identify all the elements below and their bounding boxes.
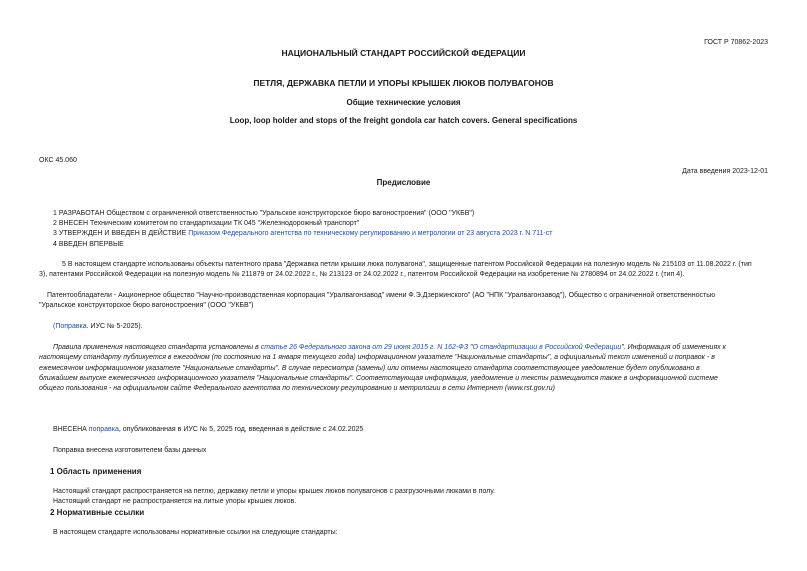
amendment-reference-text: . ИУС № 5-2025). [86, 323, 143, 330]
amendment-notice [53, 425, 363, 435]
amendment-note: Поправка внесена изготовителем базы данных [53, 447, 207, 454]
foreword-item-5-line-1: 5 В настоящем стандарте использованы объекты патентного права "Державка петли крышки люка полувагона", защищенные патентом Российской Федерации на полезную модель № 215103 от 11.08.2022 г. (тип [62, 261, 752, 268]
rules-line-1-text-b: " [468, 344, 473, 351]
rules-line-1-text-a: Правила применения настоящего стандарта установлены в [53, 344, 261, 351]
section-1-heading: 1 Область применения [50, 467, 142, 476]
amendment-link[interactable]: (Поправка [53, 323, 87, 330]
foreword-item-5-line-2: 3), патентами Российской Федерации на полезную модель № 211879 от 24.02.2022 г., № 213123 от 24.02.2022 г., патентом Российской Федерации на изобретение № 2780894 от 24.02.2022 г. (тип 4). [39, 271, 685, 278]
amendment-notice-link[interactable]: поправка [88, 426, 119, 433]
rules-line-4: ближайшем выпуске ежемесячного информационного указателя "Национальные стандарты". Соответствующая информация, уведомление и тексты размещаются также в информационной системе [39, 375, 718, 382]
rules-line-1-text-c: ". Информация об изменениях к [621, 344, 726, 351]
english-title: Loop, loop holder and stops of the freight gondola car hatch covers. General specifications [229, 116, 578, 125]
foreword-item-3 [53, 229, 552, 239]
section-2-heading: 2 Нормативные ссылки [50, 508, 145, 517]
patent-holders-line-1: Патентообладатели - Акционерное общество "Научно-производственная корпорация "Уралвагонзавод" имени Ф.Э.Дзержинского" (АО "НПК "Уралвагонзавод"), Общество с ограниченной ответственностью [47, 292, 716, 299]
section-1-line-1: Настоящий стандарт распространяется на петлю, державку петли и упоры крышек люков полувагонов с разгрузочными люками в полу. [53, 488, 495, 495]
document-subtitle: Общие технические условия [346, 98, 461, 107]
introduction-date: Дата введения 2023-12-01 [682, 168, 768, 175]
amendment-reference [53, 322, 143, 332]
foreword-heading: Предисловие [376, 178, 431, 187]
standardization-law-link[interactable]: О стандартизации в Российской Федерации [472, 344, 622, 351]
section-2-line-1: В настоящем стандарте использованы нормативные ссылки на следующие стандарты: [53, 529, 338, 536]
rules-line-5: общего пользования - на официальном сайте Федерального агентства по техническому регулированию и метрологии в сети Интернет (www.rst.gov.ru) [39, 385, 555, 392]
patent-holders-line-2: "Уральское конструкторское бюро вагоностроения" (ООО "УКБВ") [39, 302, 254, 309]
document-title: ПЕТЛЯ, ДЕРЖАВКА ПЕТЛИ И УПОРЫ КРЫШЕК ЛЮКОВ ПОЛУВАГОНОВ [253, 78, 554, 88]
oks-code: ОКС 45.060 [39, 157, 77, 164]
federal-law-article-link[interactable]: статье 26 Федерального закона от 29 июня 2015 г. N 162-ФЗ [260, 344, 469, 351]
foreword-item-2: 2 ВНЕСЕН Техническим комитетом по стандартизации ТК 045 "Железнодорожный транспорт" [53, 220, 360, 227]
foreword-item-3-text: 3 УТВЕРЖДЕН И ВВЕДЕН В ДЕЙСТВИЕ [53, 230, 189, 237]
amendment-notice-prefix: ВНЕСЕНА [53, 426, 89, 433]
order-link[interactable]: Приказом Федерального агентства по техническому регулированию и метрологии от 23 августа 2023 г. N 711-ст [188, 230, 553, 237]
rules-line-1 [53, 343, 726, 353]
foreword-item-4: 4 ВВЕДЕН ВПЕРВЫЕ [53, 241, 124, 248]
rules-line-3: ежемесячном информационном указателе "Национальные стандарты". В случае пересмотра (замены) или отмены настоящего стандарта соответствующее уведомление будет опубликовано в [39, 365, 700, 372]
national-standard-title: НАЦИОНАЛЬНЫЙ СТАНДАРТ РОССИЙСКОЙ ФЕДЕРАЦИИ [281, 48, 526, 58]
section-1-line-2: Настоящий стандарт не распространяется на литые упоры крышек люков. [53, 498, 297, 505]
amendment-notice-text: , опубликованная в ИУС № 5, 2025 год, введенная в действие с 24.02.2025 [118, 426, 364, 433]
foreword-item-1: 1 РАЗРАБОТАН Обществом с ограниченной ответственностью "Уральское конструкторское бюро вагоностроения" (ООО "УКБВ") [53, 210, 475, 217]
rules-line-2: настоящему стандарту публикуется в ежегодном (по состоянию на 1 января текущего года) информационном указателе "Национальные стандарты", а официальный текст изменений и поправок - в [39, 354, 715, 361]
doc-number: ГОСТ Р 70862-2023 [704, 39, 768, 46]
